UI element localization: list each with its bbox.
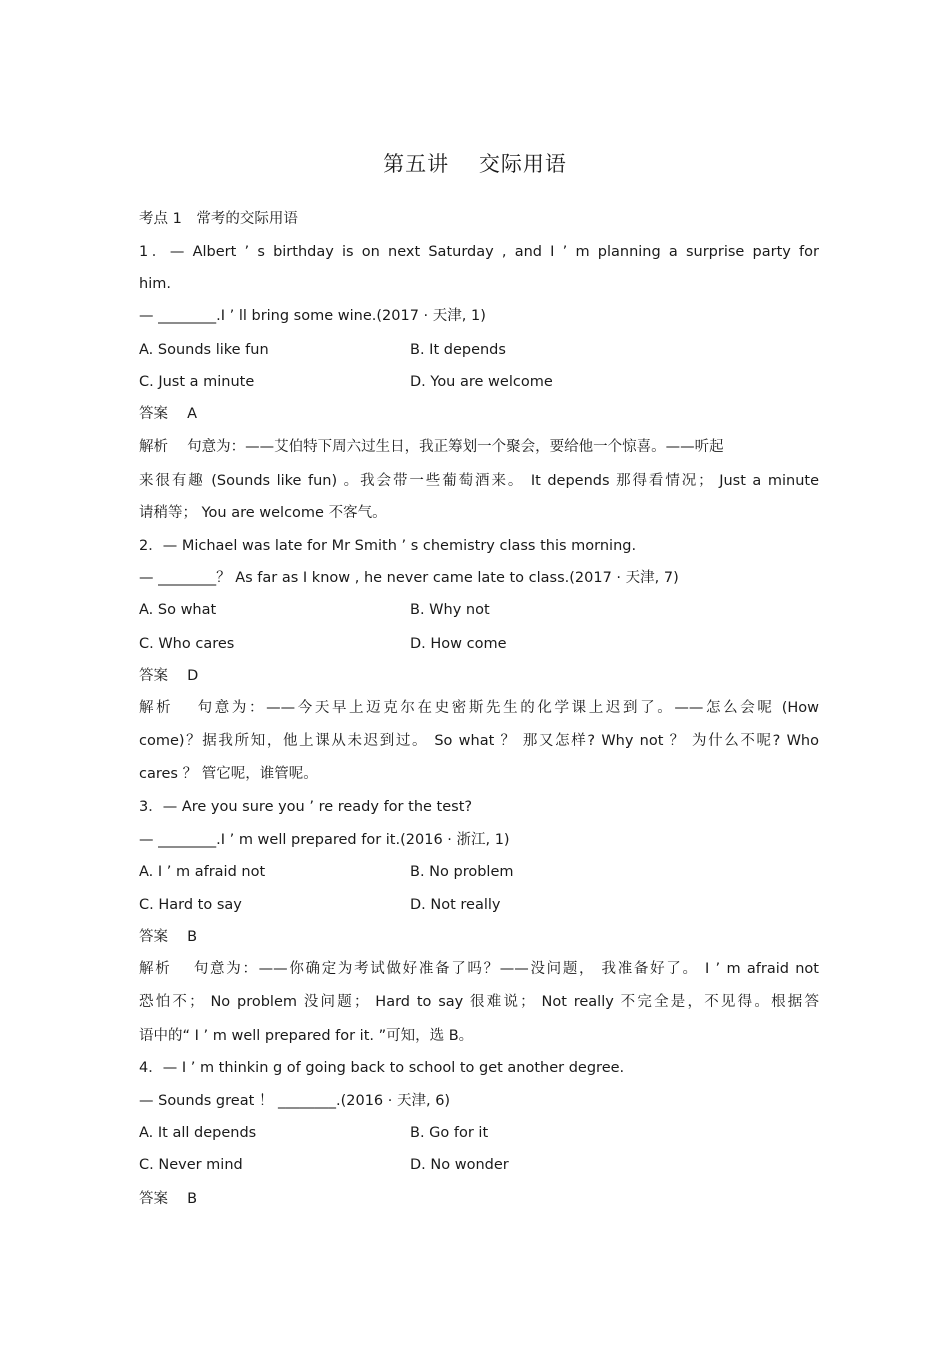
question-1-option-c: C. Just a minute — [139, 374, 255, 390]
question-2-option-a: A. So what — [139, 602, 217, 618]
question-2-option-c: C. Who cares — [139, 636, 235, 652]
question-2-stem: 2．— Michael was late for Mr Smith ’ s chemistry class this morning. — [139, 538, 637, 554]
question-3-reply: — ________.I ’ m well prepared for it.(2016 · 浙江, 1) — [139, 832, 510, 848]
question-2-explanation: 解析 句意为：——今天早上迈克尔在史密斯先生的化学课上迟到了。——怎么会呢 (How — [139, 700, 819, 716]
question-1-reply: — ________.I ’ ll bring some wine.(2017 · 天津, 1) — [139, 308, 486, 324]
section-heading: 考点 1 常考的交际用语 — [139, 211, 298, 227]
question-4-option-b: B. Go for it — [410, 1125, 489, 1141]
question-2-explanation-end: cares ？ 管它呢，谁管呢。 — [139, 766, 318, 782]
question-1-explanation-cont: 来很有趣 (Sounds like fun) 。我会带一些葡萄酒来。 It depends 那得看情况； Just a minute — [139, 473, 819, 489]
question-2-option-b: B. Why not — [410, 602, 490, 618]
page-title: 第五讲 交际用语 — [383, 152, 567, 176]
question-1-option-a: A. Sounds like fun — [139, 342, 269, 358]
question-3-explanation: 解析 句意为：——你确定为考试做好准备了吗？——没问题， 我准备好了。 I ’ m afraid not — [139, 961, 819, 977]
question-3-explanation-end: 语中的“ I ’ m well prepared for it. ”可知，选 B。 — [139, 1028, 474, 1044]
question-4-option-d: D. No wonder — [410, 1157, 509, 1173]
question-3-stem: 3．— Are you sure you ’ re ready for the test? — [139, 799, 473, 815]
question-1-answer: 答案 A — [139, 406, 198, 422]
question-2-option-d: D. How come — [410, 636, 507, 652]
question-3-answer: 答案 B — [139, 929, 198, 945]
question-2-answer: 答案 D — [139, 668, 199, 684]
question-1-stem: 1．— Albert ’ s birthday is on next Saturday , and I ’ m planning a surprise party for — [139, 244, 819, 260]
question-3-explanation-cont: 恐怕不； No problem 没问题； Hard to say 很难说； Not really 不完全是，不见得。根据答 — [139, 994, 819, 1010]
question-4-stem: 4．— I ’ m thinkin g of going back to school to get another degree. — [139, 1060, 625, 1076]
question-4-answer: 答案 B — [139, 1191, 198, 1207]
question-1-option-d: D. You are welcome — [410, 374, 553, 390]
question-4-option-a: A. It all depends — [139, 1125, 257, 1141]
question-1-explanation: 解析 句意为：——艾伯特下周六过生日，我正筹划一个聚会，要给他一个惊喜。——听起 — [139, 439, 724, 455]
question-2-explanation-cont: come)？据我所知，他上课从未迟到过。 So what ？ 那又怎样? Why not ？ 为什么不呢? Who — [139, 733, 819, 749]
question-3-option-a: A. I ’ m afraid not — [139, 864, 266, 880]
question-1-explanation-end: 请稍等； You are welcome 不客气。 — [139, 505, 387, 521]
question-4-option-c: C. Never mind — [139, 1157, 243, 1173]
question-4-reply: — Sounds great ！ ________.(2016 · 天津, 6) — [139, 1093, 451, 1109]
question-1-stem-cont: him. — [139, 276, 171, 292]
question-3-option-d: D. Not really — [410, 897, 501, 913]
question-3-option-b: B. No problem — [410, 864, 514, 880]
question-2-reply: — ________？ As far as I know , he never came late to class.(2017 · 天津, 7) — [139, 570, 679, 586]
question-1-option-b: B. It depends — [410, 342, 506, 358]
question-3-option-c: C. Hard to say — [139, 897, 242, 913]
